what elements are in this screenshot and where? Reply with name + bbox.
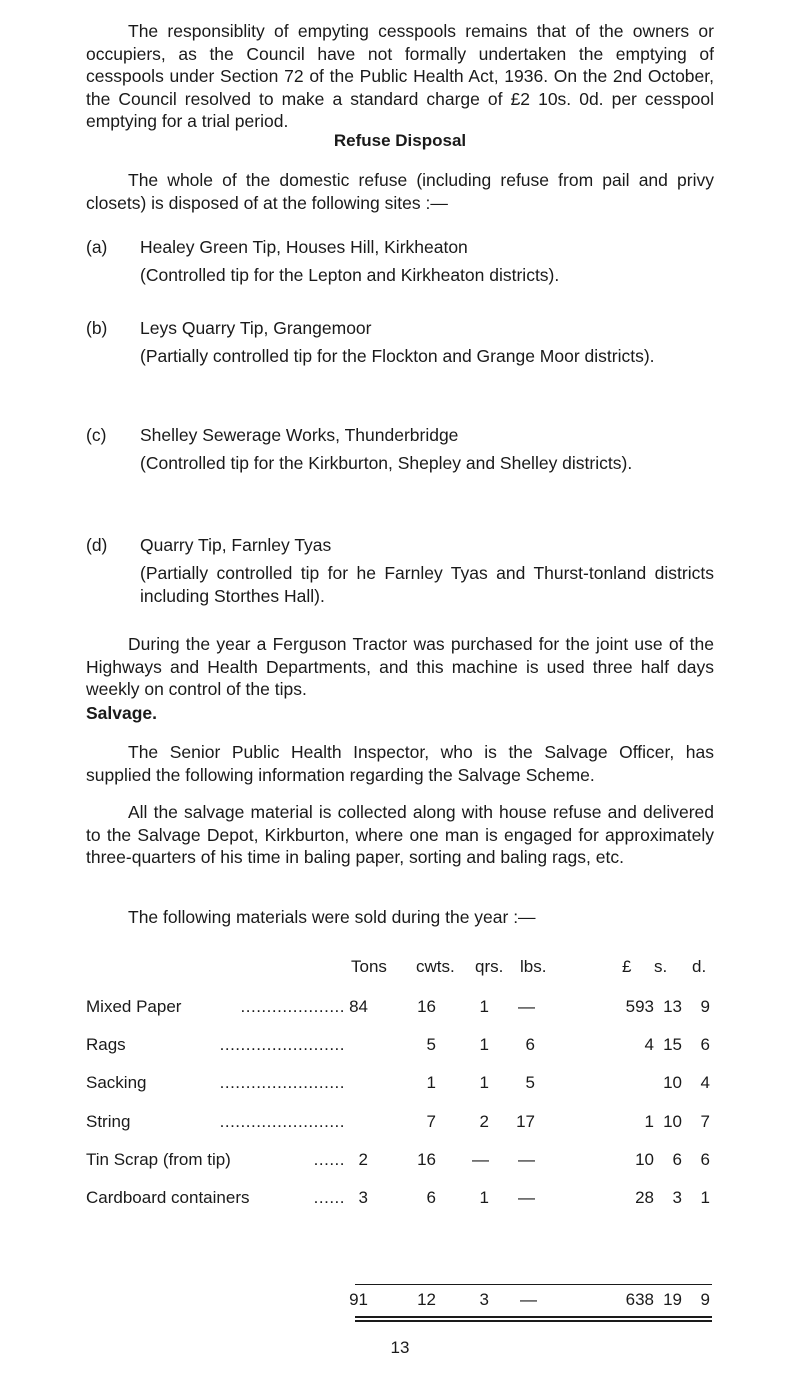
materials-sold-intro: The following materials were sold during the year :— [128, 907, 536, 927]
cell-tons: 2 [358, 1150, 368, 1169]
cell-cwts: 16 [417, 1150, 436, 1169]
cell-pounds: 28 [635, 1188, 654, 1207]
site-name: Healey Green Tip, Houses Hill, Kirkheaton [140, 237, 468, 257]
header-shillings: s. [654, 957, 668, 976]
header-qrs: qrs. [475, 957, 504, 976]
row-leader-dots: ........................ [219, 1035, 345, 1054]
cell-pence: 6 [700, 1035, 710, 1054]
cell-shillings: 13 [663, 997, 682, 1016]
row-label: Mixed Paper [86, 997, 182, 1016]
cell-qrs: 2 [479, 1112, 489, 1131]
salvage-officer-paragraph: The Senior Public Health Inspector, who is the Salvage Officer, has supplied the following information regarding the Salvage Scheme. [86, 742, 714, 785]
total-lbs: — [520, 1290, 537, 1309]
row-label: Cardboard containers [86, 1188, 250, 1207]
cell-qrs: 1 [479, 1035, 489, 1054]
cell-pence: 7 [700, 1112, 710, 1131]
row-label: String [86, 1112, 131, 1131]
site-letter: (c) [86, 425, 107, 445]
page-number: 13 [390, 1338, 410, 1357]
cell-shillings: 6 [672, 1150, 682, 1169]
cell-pence: 9 [700, 997, 710, 1016]
site-description: (Controlled tip for the Lepton and Kirkheaton districts). [140, 265, 560, 285]
cell-pence: 6 [700, 1150, 710, 1169]
cell-cwts: 5 [426, 1035, 436, 1054]
site-letter: (a) [86, 237, 108, 257]
site-description: (Partially controlled tip for the Flockton and Grange Moor districts). [140, 346, 655, 366]
total-cwts: 12 [417, 1290, 436, 1309]
refuse-intro-paragraph: The whole of the domestic refuse (including refuse from pail and privy closets) is disposed of at the following sites :— [86, 170, 714, 213]
totals-double-rule-2 [355, 1320, 712, 1322]
row-label: Sacking [86, 1073, 147, 1092]
total-pounds: 638 [625, 1290, 654, 1309]
row-label: Tin Scrap (from tip) [86, 1150, 231, 1169]
tractor-paragraph: During the year a Ferguson Tractor was purchased for the joint use of the Highways and Health Departments, and this machine is used three half days weekly on control of the tips. [86, 634, 714, 699]
cell-lbs: — [518, 1188, 535, 1207]
cell-cwts: 6 [426, 1188, 436, 1207]
cell-lbs: — [518, 1150, 535, 1169]
site-name: Quarry Tip, Farnley Tyas [140, 535, 332, 555]
cell-pounds: 1 [644, 1112, 654, 1131]
site-description: (Controlled tip for the Kirkburton, Shepley and Shelley districts). [140, 453, 633, 473]
cell-qrs: — [472, 1150, 489, 1169]
cell-lbs: 17 [516, 1112, 535, 1131]
row-leader-dots: ...... [313, 1188, 345, 1207]
row-label: Rags [86, 1035, 126, 1054]
total-shillings: 19 [663, 1290, 682, 1309]
cell-shillings: 10 [663, 1112, 682, 1131]
cell-pounds: 10 [635, 1150, 654, 1169]
cesspool-paragraph: The responsiblity of empyting cesspools remains that of the owners or occupiers, as the Council have not formally undertaken the emptying of cesspools under Section 72 of the Public Health Act, 1936. On the 2nd October, the Council resolved to make a standard charge of £2 10s. 0d. per cesspool emptying for a trial period. [86, 21, 714, 131]
cell-qrs: 1 [479, 997, 489, 1016]
site-letter: (b) [86, 318, 108, 338]
header-cwts: cwts. [416, 957, 455, 976]
row-leader-dots: .................... [240, 997, 345, 1016]
cell-shillings: 15 [663, 1035, 682, 1054]
row-leader-dots: ........................ [219, 1073, 345, 1092]
salvage-collection-paragraph: All the salvage material is collected along with house refuse and delivered to the Salvage Depot, Kirkburton, where one man is engaged for approximately three-quarters of his time in baling paper, sorting and baling rags, etc. [86, 802, 714, 867]
cell-cwts: 16 [417, 997, 436, 1016]
cell-tons: 3 [358, 1188, 368, 1207]
header-tons: Tons [351, 957, 387, 976]
site-name: Shelley Sewerage Works, Thunderbridge [140, 425, 459, 445]
salvage-heading: Salvage. [86, 703, 158, 723]
cell-pounds: 4 [644, 1035, 654, 1054]
site-name: Leys Quarry Tip, Grangemoor [140, 318, 372, 338]
cell-pence: 4 [700, 1073, 710, 1092]
cell-pounds: 593 [625, 997, 654, 1016]
cell-qrs: 1 [479, 1188, 489, 1207]
site-description: (Partially controlled tip for he Farnley Tyas and Thurst-tonland districts including Storthes Hall). [140, 563, 714, 606]
site-letter: (d) [86, 535, 108, 555]
cell-qrs: 1 [479, 1073, 489, 1092]
cell-shillings: 10 [663, 1073, 682, 1092]
header-lbs: lbs. [520, 957, 547, 976]
header-pounds: £ [622, 957, 632, 976]
total-pence: 9 [700, 1290, 710, 1309]
totals-rule-top [355, 1284, 712, 1285]
header-pence: d. [692, 957, 707, 976]
cell-lbs: 6 [525, 1035, 535, 1054]
refuse-disposal-heading: Refuse Disposal [333, 131, 467, 150]
cell-tons: 84 [349, 997, 368, 1016]
totals-double-rule-1 [355, 1316, 712, 1318]
cell-pence: 1 [700, 1188, 710, 1207]
row-leader-dots: ...... [313, 1150, 345, 1169]
row-leader-dots: ........................ [219, 1112, 345, 1131]
cell-lbs: 5 [525, 1073, 535, 1092]
total-tons: 91 [349, 1290, 368, 1309]
cell-lbs: — [518, 997, 535, 1016]
cell-cwts: 7 [426, 1112, 436, 1131]
cell-shillings: 3 [672, 1188, 682, 1207]
cell-cwts: 1 [426, 1073, 436, 1092]
total-qrs: 3 [479, 1290, 489, 1309]
